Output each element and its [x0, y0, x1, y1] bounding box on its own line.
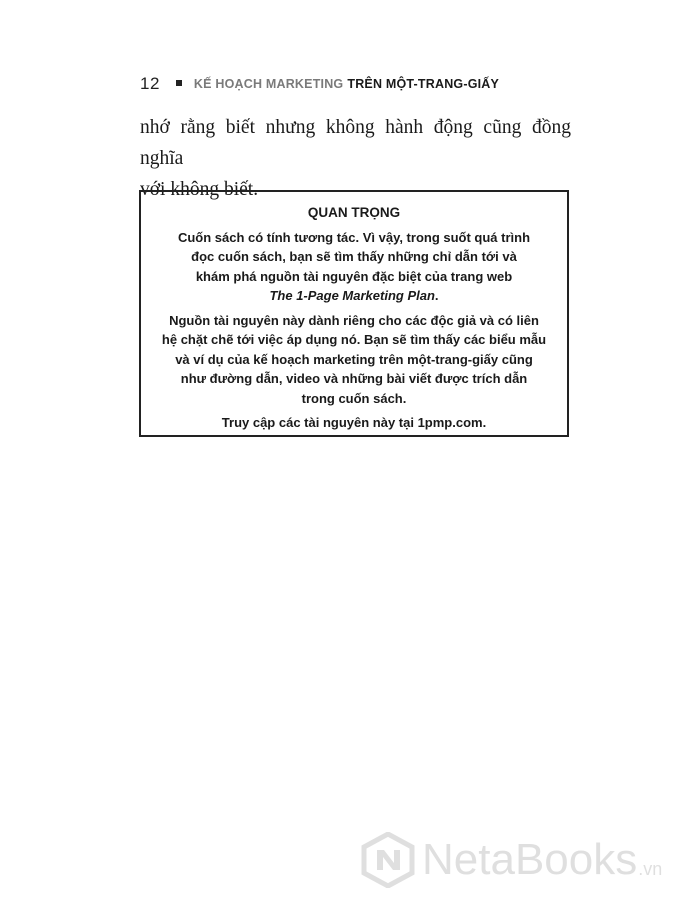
header-title-part-1: KẾ HOẠCH MARKETING — [193, 77, 344, 91]
note-paragraph-2-line: như đường dẫn, video và những bài viết được trích dẫn — [180, 371, 528, 386]
note-paragraph-1 — [141, 228, 567, 306]
watermark-brand: NetaBooks — [422, 835, 638, 884]
important-note-box — [139, 190, 569, 437]
header-title-part-2: TRÊN MỘT-TRANG-GIẤY — [347, 77, 500, 91]
running-header — [140, 74, 499, 94]
note-paragraph-1-line: đọc cuốn sách, bạn sẽ tìm thấy những chỉ dẫn tới và — [191, 249, 517, 264]
note-paragraph-2-line: trong cuốn sách. — [301, 390, 407, 406]
note-paragraph-1-last-line — [141, 286, 567, 306]
note-box-title: QUAN TRỌNG — [307, 205, 401, 220]
note-paragraph-2-line: Nguồn tài nguyên này dành riêng cho các độc giả và có liên — [169, 312, 539, 328]
netabooks-logo-icon — [360, 832, 416, 888]
watermark-suffix: .vn — [638, 858, 663, 879]
note-paragraph-1-line: Cuốn sách có tính tương tác. Vì vậy, trong suốt quá trình — [177, 229, 531, 245]
note-paragraph-2 — [141, 311, 567, 409]
netabooks-watermark — [360, 832, 662, 888]
page-number: 12 — [140, 74, 160, 93]
note-paragraph-2-line: hệ chặt chẽ tới việc áp dụng nó. Bạn sẽ tìm thấy các biểu mẫu — [161, 332, 547, 347]
note-paragraph-3: Truy cập các tài nguyên này tại 1pmp.com. — [221, 415, 487, 430]
note-paragraph-1-line: khám phá nguồn tài nguyên đặc biệt của trang web — [195, 268, 513, 284]
book-title-italic: The 1-Page Marketing Plan — [269, 288, 435, 303]
note-paragraph-1-period: . — [434, 288, 439, 303]
header-bullet-icon — [176, 80, 182, 86]
body-line-1: nhớ rằng biết nhưng không hành động cũng đồng nghĩa — [140, 117, 571, 169]
body-line-2: với không biết. — [140, 179, 259, 200]
note-paragraph-2-line: và ví dụ của kế hoạch marketing trên một-trang-giấy cũng — [175, 351, 533, 367]
